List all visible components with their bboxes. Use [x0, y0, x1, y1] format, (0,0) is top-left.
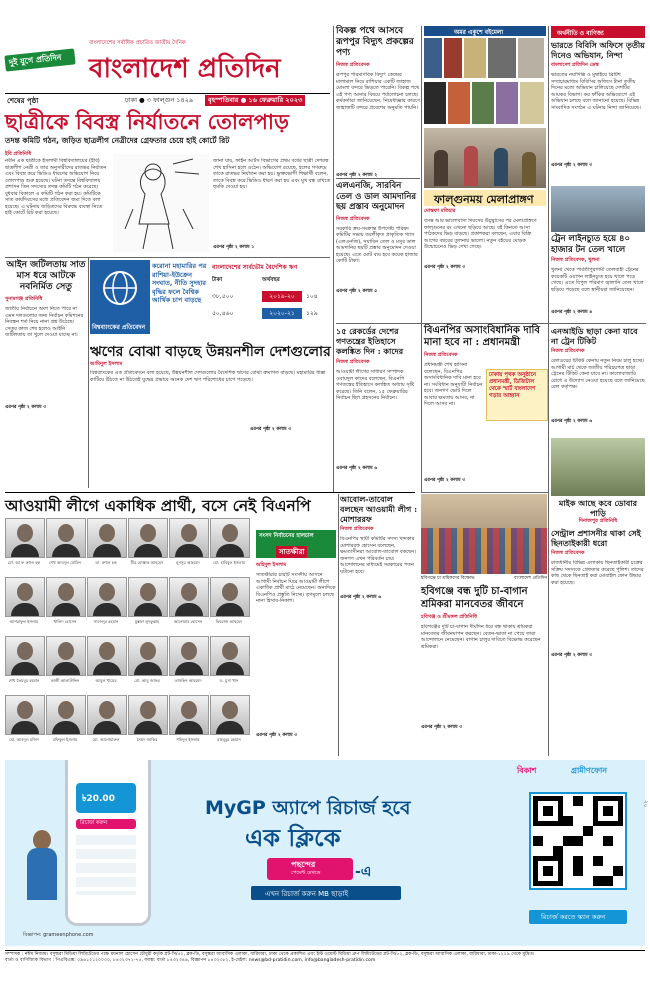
candidate-card	[5, 577, 44, 634]
ad-subline: এখন রিচার্জ করুন MB ছাড়াই	[265, 890, 349, 898]
debt-year: ২০১৯-২০	[262, 291, 302, 302]
book-cover-1	[424, 38, 442, 78]
bbc-body: ভারতের নয়াদিল্লি ও মুম্বাইয়ে ব্রিটিশ সম্প্রচারমাধ্যম বিবিসির অফিসে টানা তৃতীয় দিনের মতো অভিযান চালিয়েছে দেশটির আয়কর বিভাগ। কর ফাঁকির অভিযোগে এই অভিযান চলছে বলে জানানো হয়েছে। বিভিন্ন সাংবাদিক সংগঠন এ ঘটনার নিন্দা জানিয়েছে।	[551, 72, 641, 111]
candidate-photo	[5, 636, 45, 676]
tagline: দুই যুগে প্রতিদিন	[8, 52, 62, 68]
footer	[5, 952, 645, 980]
qr-code[interactable]	[529, 792, 627, 890]
dateline-bar	[5, 94, 330, 106]
candidate-name: শেখ তৈয়বুর রহমান	[8, 678, 40, 683]
masthead-slogan: বাংলাদেশের সর্বাধিক প্রচারিত জাতীয় দৈনিক	[89, 40, 186, 46]
pm-story	[424, 325, 548, 490]
rooppur-headline: বিকল্প পথে আসবে রূপপুর বিদ্যুৎ প্রকল্পের পণ্য	[336, 26, 414, 58]
masthead	[5, 30, 335, 92]
candidate-photo	[210, 577, 250, 617]
candidate-photo	[46, 577, 86, 617]
worldbank-body: বিশ্বব্যাংকের এক প্রতিবেদনে বলা হয়েছে, উন্নয়নশীল দেশগুলোর বৈদেশিক ঋণের বোঝা ক্রমাগত বাড়ছে। মহামারির ধাক্কা কাটিয়ে উঠতে না উঠতেই যুদ্ধের প্রভাবে অনেক দেশ ঋণ পরিশোধের চাপে পড়েছে।	[90, 370, 326, 383]
book-cover-7	[448, 82, 470, 124]
central-headline: সেন্ট্রাল প্রশাসনীর থাকা সেই ছিনতাইকারী ধরো	[551, 528, 641, 548]
ad-brand-bar	[505, 764, 641, 778]
candidate-photo	[46, 636, 86, 676]
central-story	[551, 528, 645, 668]
ad-headline-1: MyGP অ্যাপে রিচার্জ হবে	[205, 797, 411, 819]
ad-badge-2: পেমেন্ট মেথডে	[291, 870, 321, 876]
debt-table-row	[212, 308, 327, 319]
debt-amount: ৫০,৪৬০	[212, 310, 234, 317]
tea-byline: হবিগঞ্জ ও শ্রীমঙ্গল প্রতিনিধি	[421, 614, 477, 620]
bkash-logo: বিকাশ	[517, 766, 537, 775]
qr-caption: রিচার্জ করতে স্ক্যান করুন	[541, 913, 606, 921]
candidate-name: ড. মুসা খান	[219, 678, 239, 683]
nid-body: রেলওয়ের টিকিট কেনায় নতুন নিয়ম চালু হচ্ছে। আগামী মার্চ থেকে জাতীয় পরিচয়পত্র ছাড়া ট্রেনের টিকিট কেনা যাবে না। কালোবাজারি রোধে এ উদ্যোগ নেওয়া হয়েছে বলে জানিয়েছে রেল কর্তৃপক্ষ।	[551, 358, 645, 390]
dateline: ঢাকা ● ৩ ফাল্গুন ১৪২৯	[125, 96, 194, 104]
candidate-card	[169, 636, 208, 693]
lead-byline: ইবি প্রতিনিধি	[5, 151, 32, 157]
awami-story	[256, 562, 336, 747]
bbc-story	[551, 40, 645, 190]
lng-headline: এলএনজি, সারবিন তেল ও ডাল আমদানির ছয় প্রস্তাব অনুমোদন	[336, 181, 417, 212]
pm-continued: এরপর পৃষ্ঠা ২ কলাম ৩	[424, 478, 466, 483]
book-cover-5	[518, 38, 544, 78]
train-photo	[551, 186, 645, 232]
candidate-name: মুনসুর আহমেদ	[176, 560, 200, 565]
bridge-story	[5, 260, 87, 425]
mike-photo	[551, 438, 645, 496]
book-cover-10	[520, 82, 544, 124]
debt-year: ২০২০-২১	[262, 308, 302, 319]
awami-body: সাতক্ষীরার চারটি সংসদীয় আসনে আগামী নির্বাচন ঘিরে আওয়ামী লীগে একাধিক প্রার্থী মাঠে নেমেছেন। অন্যদিকে বিএনপিও প্রস্তুতি নিচ্ছে। তৃণমূলে চলছে নানা হিসাব-নিকাশ।	[256, 572, 336, 604]
mosharraf-story	[340, 494, 418, 604]
candidate-card	[5, 518, 44, 575]
book-cover-4	[488, 38, 516, 78]
candidate-card	[169, 577, 208, 634]
nid-byline: নিজস্ব প্রতিবেদক	[551, 348, 585, 354]
tea-body: হবিগঞ্জের দুটি চা-বাগান দীর্ঘদিন ধরে বন্ধ থাকায় শ্রমিকরা মানবেতর জীবনযাপন করছেন। বেতন-ভাতা না পেয়ে তারা আন্দোলনে নেমেছেন। বাগান চালুর দাবিতে বিক্ষোভ করেছেন শ্রমিকরা।	[421, 624, 541, 650]
candidate-card	[5, 636, 44, 693]
debt-table-row	[212, 291, 327, 302]
nid-headline: এনআইডি ছাড়া কেনা যাবে না ট্রেন টিকিট	[551, 326, 638, 346]
debt-amount: ৩৮,৫০০	[212, 293, 234, 300]
globe-icon	[90, 260, 150, 320]
lead-illustration	[113, 154, 209, 252]
candidate-name: সাজেদুর রহমান	[93, 619, 119, 624]
candidate-name: মো. আনোয়ারুল	[92, 737, 120, 742]
candidate-name: মো. আ ফ রুহুল হক	[7, 560, 41, 565]
book-covers	[424, 38, 546, 80]
lead-body: নবীন এক ছাত্রীকে ইসলামী বিশ্ববিদ্যালয়ের (ইবি) ছাত্রলীগ নেত্রী ও তার অনুসারীদের রাতভর নির্যাতন এবং বিবস্ত্র করে ভিডিও ধারণের অভিযোগ নিয়ে তোলপাড় শুরু হয়েছে। ঘটনা তদন্তে বিশ্ববিদ্যালয় প্রশাসন তিন সদস্যের তদন্ত কমিটি গঠন করেছে। বুধবার বিকালে এ কমিটি গঠন করা হয়। কমিটিকে সাত কার্যদিবসের মধ্যে প্রতিবেদন জমা দিতে বলা হয়েছে। এ ঘটনায় জড়িতদের বিরুদ্ধে ব্যবস্থা নিতে হাই কোর্টে রিট করা হয়েছে।	[5, 158, 107, 216]
candidate-card	[128, 636, 167, 693]
lead-headline: ছাত্রীকে বিবস্ত্র নির্যাতনে তোলপাড়	[5, 109, 289, 134]
boimela-body: বসন্ত আর ভালোবাসা দিবসের উচ্ছ্বাসের পর মেলাপ্রাঙ্গণে ফাল্গুনের রং এখনো ছড়িয়ে আছে। বই কিনতে আসা পাঠকদের ভিড় বাড়ছে। প্রকাশকরা বলছেন, এবার বিক্রি আগের বছরের তুলনায় ভালো। নতুন বইয়ের মোড়ক উন্মোচনেও ভিড় দেখা গেছে।	[424, 218, 537, 250]
worldbank-logo	[90, 260, 150, 320]
candidate-name: মীর মোস্তাক আহমেদ	[130, 560, 164, 565]
awami-byline: অহিদুল ইসলাম	[256, 562, 287, 568]
candidate-photo	[46, 518, 86, 558]
qr-caption-box	[529, 910, 627, 924]
bridge-body: জাতীয় নির্বাচনে অংশ নিতে পারে না এমন দলগুলোর জন্য নির্বাচন কমিশনের নিবন্ধন শর্ত নিয়ে নানা প্রশ্ন উঠেছে। সেতুর কাজ শেষ হলেও আইনি জটিলতায় তা খুলে দেওয়া যাচ্ছে না।	[5, 306, 84, 338]
boimela-banner-text: অমর একুশে বইমেলা	[454, 29, 504, 36]
candidate-photo	[128, 636, 168, 676]
candidate-card	[169, 518, 208, 575]
train-headline: ট্রেন লাইনচ্যুত হয়ে ৪০ হাজার টন তেল খালে	[551, 234, 631, 255]
central-byline: নিজস্ব প্রতিবেদক	[551, 550, 585, 556]
candidate-name: মুস্তফা লুৎফুল্লাহ	[134, 619, 160, 624]
lead-subheadline: তদন্ত কমিটি গঠন, জড়িত ছাত্রলীগ নেত্রীদের গ্রেফতার চেয়ে হাই কোর্টে রিট	[5, 136, 230, 145]
qr-code-icon	[533, 796, 623, 886]
candidate-photo	[169, 636, 209, 676]
candidate-photo	[5, 577, 45, 617]
candidate-name: মো. হাবিবুল ইসলাম	[213, 560, 245, 565]
worldbank-box-text: করোনা মহামারির পর রাশিয়া-ইউক্রেন সংঘাত, নীতি সুদহার বৃদ্ধির ফলে বৈশ্বিক আর্থিক চাপ বাড়ছে	[152, 262, 207, 304]
candidate-name: কাজী আলাউদ্দিন	[50, 678, 80, 683]
candidate-name: শহিদুল ইসলাম	[176, 737, 200, 742]
candidate-card	[46, 518, 85, 575]
awami-continued: এরপর পৃষ্ঠা ২ কলাম ৩	[256, 733, 298, 738]
mosharraf-body: বিএনপির স্থায়ী কমিটির সদস্য খন্দকার মোশাররফ হোসেন বলেছেন, ক্ষমতাসীনরা আবোল-তাবোল বকছেন। জনগণ এখন পরিবর্তন চায়। আন্দোলনের মাধ্যমেই সরকারের পতন ঘটানো হবে।	[340, 536, 416, 575]
candidate-name: তাসকিন আহমেদ	[174, 678, 202, 683]
boimela-continued: এরপর পৃষ্ঠা ২ কলাম ৩	[424, 265, 466, 270]
anniversary-badge	[4, 48, 75, 71]
candidate-name: মাহবুবুর রহমান	[217, 737, 241, 742]
worldbank-continued: এরপর পৃষ্ঠা ২ কলাম ৩	[250, 427, 292, 432]
lead-continued: এরপর পৃষ্ঠা ২ কলাম ১	[213, 245, 255, 250]
bridge-continued: এরপর পৃষ্ঠা ২ কলাম ৩	[5, 405, 47, 410]
candidate-photo	[128, 695, 168, 735]
candidate-photo	[210, 518, 250, 558]
right-tag-box	[551, 26, 645, 38]
candidate-name: আবুল খায়ের	[95, 678, 117, 683]
candidate-name: রফিকুল ইসলাম	[52, 737, 78, 742]
debt-table-header-amount: টাকা	[212, 277, 223, 283]
candidate-grid	[5, 518, 253, 756]
candidate-card	[46, 695, 85, 752]
ad-website: বিজ্ঞাপন: grameenphone.com	[23, 932, 94, 938]
train-body: খুলনা থেকে পার্বতীপুরগামী তেলবাহী ট্রেনের কয়েকটি ওয়াগন লাইনচ্যুত হয়ে খালে পড়ে গেছে। এতে বিপুল পরিমাণ জ্বালানি তেল খালে ছড়িয়ে পড়েছে বলে স্থানীয়রা জানিয়েছেন।	[551, 267, 644, 293]
pm-headline: বিএনপির অসাংবিধানিক দাবি মানা হবে না : প্রধানমন্ত্রী	[424, 325, 540, 348]
rooppur-body: রূপপুর পারমাণবিক বিদ্যুৎ কেন্দ্রের মালামাল নিয়ে রাশিয়ার একটি জাহাজ মোংলা বন্দরে ভিড়তে পারেনি। বিকল্প পথে এই পণ্য আনার বিষয়ে পর্যালোচনা চলছে। কর্মকর্তারা জানিয়েছেন, নিষেধাজ্ঞার কারণে জাহাজটি বন্দরে প্রবেশের অনুমতি পায়নি।	[336, 72, 420, 111]
candidate-card	[46, 577, 85, 634]
bbc-continued: এরপর পৃষ্ঠা ২ কলাম ৩	[551, 163, 593, 168]
rooppur-byline: নিজস্ব প্রতিবেদক	[336, 62, 370, 68]
candidate-photo	[169, 577, 209, 617]
rooppur-continued: এরপর পৃষ্ঠা ২ কলাম ২	[336, 173, 378, 178]
tea-photo	[421, 494, 547, 574]
candidate-photo	[46, 695, 86, 735]
bridge-byline: সুনামগঞ্জ প্রতিনিধি	[5, 296, 43, 302]
tea-photo-caption: হবিগঞ্জে চা শ্রমিকদের বিক্ষোভ	[421, 576, 475, 581]
footer-imprint: সম্পাদক : নঈম নিজাম। বসুন্ধরা মিডিয়া লিমিটেডের পক্ষে ময়নাল হোসেন চৌধুরী কর্তৃক প্লট-সি/৫২, ব্লক-ডি, বসুন্ধরা আবাসিক এলাকা, বারিধারা, ঢাকা থেকে প্রকাশিত এবং ইস্ট ওয়েস্ট মিডিয়া গ্রুপ লিমিটেডের প্লট-সি/৫২, ব্লক-ডি, বসুন্ধরা আবাসিক এলাকা, বারিধারা, ঢাকা-১২২৯ থেকে মুদ্রিত।	[5, 952, 535, 957]
bridge-headline: আইন জটিলতায় সাত মাস ধরে আটকে নবনির্মিত সেতু	[6, 260, 86, 292]
page-label: শেষের পৃষ্ঠা	[7, 97, 39, 105]
book-cover-6	[424, 82, 446, 124]
masthead-title: বাংলাদেশ প্রতিদিন	[89, 54, 281, 84]
candidate-photo	[169, 695, 209, 735]
candidate-photo	[5, 518, 45, 558]
candidate-card	[210, 518, 249, 575]
ad-person	[27, 830, 57, 900]
pm-inset-text: ঢাকায় পৃথক অনুষ্ঠানে প্রধানমন্ত্রী, ডিজিটাল থেকে স্মার্ট বাংলাদেশ গড়ার আহ্বান	[489, 372, 537, 399]
pm-body: প্রধানমন্ত্রী শেখ হাসিনা বলেছেন, বিএনপির অসাংবিধানিক দাবি মানা হবে না। সংবিধান অনুযায়ী নির্বাচন হবে। জনগণ ভোট দিলে আবার ক্ষমতায় আসব, না দিলে আসব না।	[424, 362, 483, 407]
candidate-card	[87, 577, 126, 634]
candidate-photo	[169, 518, 209, 558]
nid-continued: এরপর পৃষ্ঠা ২ কলাম ৬	[551, 419, 593, 424]
central-body: রাজধানীর বিভিন্ন এলাকায় ছিনতাইকারী চক্রের সক্রিয় সদস্যকে গ্রেফতার করেছে পুলিশ। তাদের কাছ থেকে ছিনতাই করা মোবাইল ফোন উদ্ধার করা হয়েছে।	[551, 560, 644, 586]
debt-pct: ১২৯	[306, 310, 318, 317]
pm-inset	[486, 369, 548, 421]
candidate-card	[128, 518, 167, 575]
boimela-headline-box	[424, 190, 546, 206]
debt-table	[212, 262, 327, 330]
ad-badge	[267, 858, 353, 880]
boimela-banner	[424, 26, 546, 36]
mosharraf-byline: নিজস্ব প্রতিবেদক	[340, 526, 374, 532]
candidate-card	[210, 636, 249, 693]
kader-body: আওয়ামী লীগের সাধারণ সম্পাদক ওবায়দুল কাদের বলেছেন, বিএনপি গণতন্ত্রের ইতিহাসে কলঙ্কিত অধ্যায় সৃষ্টি করেছে। তিনি বলেন, ১৫ ফেব্রুয়ারির নির্বাচন ছিল প্রহসনের নির্বাচন।	[336, 369, 415, 401]
pm-byline: নিজস্ব প্রতিবেদক	[424, 352, 458, 358]
candidate-card	[210, 695, 249, 752]
nid-story	[551, 326, 645, 436]
candidate-photo	[87, 518, 127, 558]
candidate-photo	[5, 695, 45, 735]
debt-pct: ১০৪	[306, 293, 318, 300]
ad-badge-suffix: -এ	[355, 864, 372, 880]
debt-table-header-year: অর্থবছর	[262, 277, 280, 283]
side-page-number: ২০	[642, 800, 649, 808]
mike-caption-block	[551, 498, 645, 522]
weekday-date: বৃহস্পতিবার ● ১৬ ফেব্রুয়ারি ২০২৩	[205, 95, 305, 106]
candidate-photo	[210, 636, 250, 676]
candidate-photo	[128, 518, 168, 558]
lead-story	[5, 110, 333, 255]
train-continued: এরপর পৃষ্ঠা ২ কলাম ৪	[551, 310, 593, 315]
book-cover-9	[496, 82, 518, 124]
ad-phone-amount: ৳20.00	[82, 794, 115, 804]
candidate-card	[87, 695, 126, 752]
boimela-headline: ফাল্গুনময় মেলাপ্রাঙ্গণ	[434, 193, 534, 206]
candidate-card	[87, 636, 126, 693]
book-covers-2	[424, 82, 546, 127]
candidate-name: আনোয়ার হোসেন	[173, 619, 203, 624]
ad-badge-1: পছন্দের	[291, 860, 316, 869]
lead-body-2: জানা যায়, ফাইন আর্টস বিভাগের প্রথম বর্ষের ছাত্রী দেশরত্ন শেখ হাসিনা হলে ওঠেন। অভিযোগ রয়েছে, হলের গণরুমে তাকে রাতভর নির্যাতন করা হয়। ভুক্তভোগী শিক্ষার্থী বলেন, তাকে বিবস্ত্র করে ভিডিও ধারণ করা হয় এবং মুখ বন্ধ রাখতে হুমকি দেওয়া হয়।	[213, 158, 331, 190]
candidate-name: মো. আবদুল মজিদ	[9, 737, 39, 742]
candidate-card	[87, 518, 126, 575]
candidate-photo	[87, 695, 127, 735]
lng-byline: নিজস্ব প্রতিবেদক	[336, 215, 370, 222]
ad-phone	[65, 760, 151, 926]
candidate-name: ডা. রুহুল হক	[95, 560, 117, 565]
tea-continued: এরপর পৃষ্ঠা ২ কলাম ৩	[421, 725, 463, 730]
mike-caption: মাইক আছে কবে ডোবার পাড়ি	[558, 498, 638, 518]
tea-photo-source: বাংলাদেশ প্রতিদিন	[513, 576, 547, 581]
worldbank-block	[90, 260, 330, 440]
right-tag: অর্থনীতি ও বাণিজ্য	[557, 30, 604, 37]
candidate-photo	[210, 695, 250, 735]
candidate-photo	[128, 577, 168, 617]
ad-headline-2: এক ক্লিকে	[245, 824, 341, 852]
boimela-photo	[424, 128, 546, 188]
candidate-name: ফিরোজ আহমেদ	[215, 619, 243, 624]
candidate-name: সৈয়দ জাকির	[136, 737, 158, 742]
tea-photo-credit	[421, 575, 547, 583]
mosharraf-headline: আবোল-তাবোল বলছেন আওয়ামী লীগ : মোশাররফ	[340, 494, 418, 524]
book-cover-2	[444, 38, 462, 78]
boimela-byline: মোস্তফা মতিহার	[424, 208, 456, 214]
candidate-name: আশরাফুল ইসলাম	[9, 619, 39, 624]
candidate-name: খালিদ হোসেন	[53, 619, 77, 624]
candidate-card	[210, 577, 249, 634]
footer-contacts: বার্তা ও বাণিজ্যিক বিভাগ : পিএবিএক্স: ০৯৬১২১২০০০০, ৮৪৩২৩৭২-৭৫, ফ্যাক্স: বার্তা ৮৪৩২৩৪৬, বিজ্ঞাপন ৮৪৩২৩৮২, ই-মেইল: news@bd-pratidin.com, info@bangladesh-pratidin.com	[5, 958, 376, 963]
lng-body: সরকারি ক্রয়-সংক্রান্ত উপদেষ্টা পরিষদ কমিটির সভায় তরলীকৃত প্রাকৃতিক গ্যাস (এলএনজি), সয়াবিন তেল ও মসুর ডাল আমদানির ছয়টি প্রস্তাব অনুমোদন দেওয়া হয়েছে। এতে মোট ব্যয় হবে কয়েক হাজার কোটি টাকা।	[336, 225, 418, 264]
candidate-name: মো. আবু জাফর	[134, 678, 160, 683]
ad-phone-label: রিচার্জ করুন	[80, 820, 108, 826]
candidate-card	[128, 695, 167, 752]
central-continued: এরপর পৃষ্ঠা ২ কলাম ৩	[551, 653, 593, 658]
kader-story	[336, 326, 420, 486]
awami-tag-box	[256, 530, 336, 558]
train-story	[551, 234, 645, 322]
book-cover-8	[472, 82, 494, 124]
mygp-ad	[5, 760, 645, 946]
mosharraf-continued: এরপর পৃষ্ঠা ২ কলাম ৬	[340, 595, 382, 600]
worldbank-headline: ঋণের বোঝা বাড়ছে উন্নয়নশীল দেশগুলোর	[90, 344, 331, 360]
candidate-card	[5, 695, 44, 752]
kader-byline: নিজস্ব প্রতিবেদক	[336, 359, 370, 365]
candidate-photo	[87, 636, 127, 676]
candidate-card	[46, 636, 85, 693]
candidate-card	[169, 695, 208, 752]
debt-table-title: বাংলাদেশের সার্বভৌম বৈদেশিক ঋণ	[212, 264, 298, 271]
train-byline: নিজস্ব প্রতিবেদক, খুলনা	[551, 257, 600, 263]
kader-headline: ১৫ রেকর্ডের দেশের গণতন্ত্রের ইতিহাসে কলঙ্কিত দিন : কাদের	[336, 326, 404, 356]
bbc-headline: ভারতে বিবিসি অফিসে তৃতীয় দিনেও অভিযান, নিন্দা	[551, 40, 645, 60]
lng-story	[336, 181, 420, 321]
awami-tag1: সংসদ নির্বাচনের হালচাল	[259, 533, 314, 539]
gp-logo: গ্রামীণফোন	[571, 766, 608, 775]
worldbank-byline: আমিনুল ইসলাম	[90, 361, 123, 367]
lng-continued: এরপর পৃষ্ঠা ২ কলাম ৫	[336, 288, 378, 294]
candidate-photo	[87, 577, 127, 617]
bbc-byline: বাংলাদেশ প্রতিদিন ডেস্ক	[551, 62, 599, 68]
awami-tag2: সাতক্ষীরা	[276, 546, 307, 558]
kader-continued: এরপর পৃষ্ঠা ২ কলাম ৬	[336, 466, 378, 471]
mike-byline: দিনাজপুর প্রতিনিধি	[578, 518, 618, 524]
worldbank-logo-caption: বিশ্বব্যাংকের প্রতিবেদন	[92, 324, 146, 331]
ad-subline-box	[251, 886, 401, 900]
book-cover-3	[464, 38, 486, 78]
candidate-card	[128, 577, 167, 634]
candidate-name: শেখ আবদুল মোমিন	[49, 560, 81, 565]
awami-headline: আওয়ামী লীগে একাধিক প্রার্থী, বসে নেই বিএনপি	[5, 496, 311, 515]
tea-headline: হবিগঞ্জে বন্ধ দুটি চা-বাগান শ্রমিকরা মানবেতর জীবনে	[421, 586, 528, 610]
worldbank-logo-caption-box	[90, 320, 150, 334]
